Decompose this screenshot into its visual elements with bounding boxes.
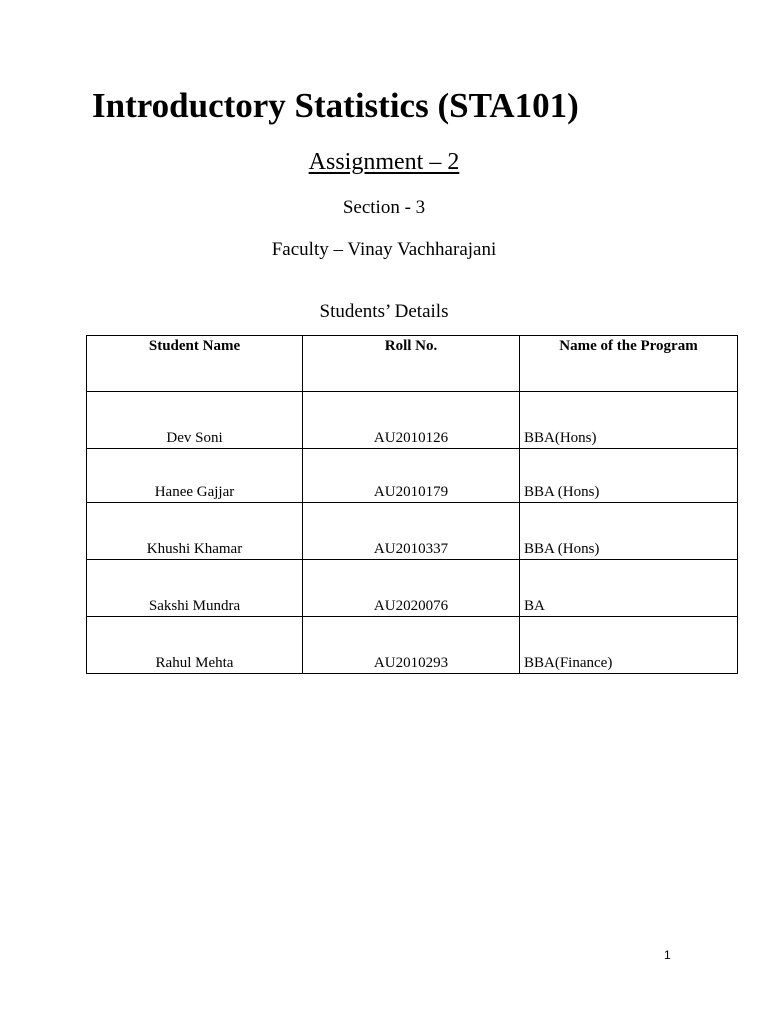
document-title: Introductory Statistics (STA101)	[92, 86, 579, 125]
table-row	[87, 392, 738, 449]
table-row	[87, 617, 738, 674]
roll-no-cell: AU2010126	[303, 392, 520, 449]
assignment-label: Assignment – 2	[308, 149, 460, 175]
roll-no-cell: AU2010179	[303, 449, 520, 503]
table-row	[87, 449, 738, 503]
roll-no-cell: AU2010293	[303, 617, 520, 674]
student-name-cell: Sakshi Mundra	[87, 560, 303, 617]
header-roll-no: Roll No.	[303, 336, 520, 392]
table-caption: Students’ Details	[319, 301, 449, 322]
assignment-heading	[0, 149, 768, 176]
program-cell: BA	[520, 560, 738, 617]
table-header-row	[87, 336, 738, 392]
section-label: Section - 3	[342, 197, 426, 218]
student-name-cell: Rahul Mehta	[87, 617, 303, 674]
header-program: Name of the Program	[520, 336, 738, 392]
student-name-cell: Khushi Khamar	[87, 503, 303, 560]
faculty-label: Faculty – Vinay Vachharajani	[271, 239, 497, 260]
roll-no-cell: AU2020076	[303, 560, 520, 617]
program-cell: BBA (Hons)	[520, 449, 738, 503]
program-cell: BBA(Hons)	[520, 392, 738, 449]
table-row	[87, 560, 738, 617]
student-name-cell: Hanee Gajjar	[87, 449, 303, 503]
student-name-cell: Dev Soni	[87, 392, 303, 449]
program-cell: BBA (Hons)	[520, 503, 738, 560]
program-cell: BBA(Finance)	[520, 617, 738, 674]
roll-no-cell: AU2010337	[303, 503, 520, 560]
students-table	[86, 335, 738, 674]
header-student-name: Student Name	[87, 336, 303, 392]
page-number: 1	[664, 948, 671, 962]
table-row	[87, 503, 738, 560]
